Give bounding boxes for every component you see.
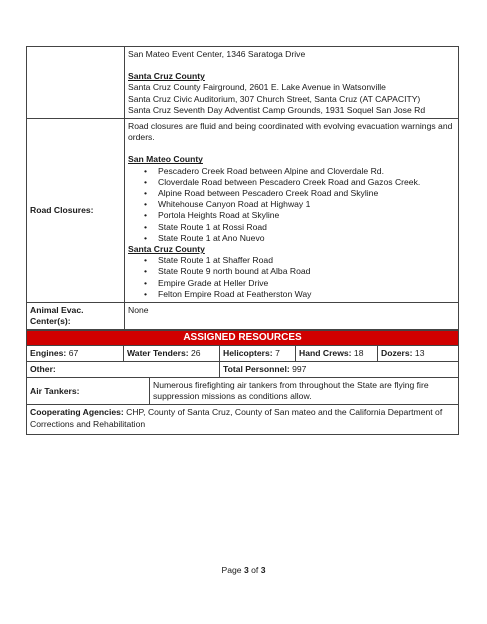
resource-counts-row: [27, 345, 459, 361]
assigned-resources-header-row: [27, 331, 459, 345]
animal-evac-label: Animal Evac. Center(s):: [27, 303, 125, 330]
engines-label: Engines:: [30, 347, 67, 358]
cooperating-agencies-label: Cooperating Agencies:: [30, 407, 124, 418]
hand-crews-label: Hand Crews:: [299, 347, 352, 358]
dozers-label: Dozers:: [381, 347, 413, 358]
water-tenders-label: Water Tenders:: [127, 347, 189, 358]
engines-cell: [27, 345, 124, 361]
evac-centers-cell: [125, 47, 459, 119]
santa-cruz-road-heading: Santa Cruz County: [128, 244, 205, 255]
road-closures-label: Road Closures:: [27, 119, 125, 303]
list-item: • State Route 1 at Shaffer Road: [158, 255, 455, 266]
list-item: • Alpine Road between Pescadero Creek Road and Skyline: [158, 188, 455, 199]
current-page-number: 3: [243, 565, 249, 575]
cooperating-agencies-text: CHP, County of Santa Cruz, County of San mateo and the California Department of Corrections and Rehabilitation: [30, 407, 443, 429]
road-closures-intro: Road closures are fluid and being coordinated with evolving evacuation warnings and orders.: [128, 121, 453, 143]
air-tankers-label: Air Tankers:: [27, 378, 150, 405]
list-item: • Cloverdale Road between Pescadero Creek Road and Gazos Creek.: [158, 177, 455, 188]
cooperating-agencies-cell: [27, 405, 459, 434]
cooperating-agencies-row: [27, 405, 459, 434]
animal-evac-row: [27, 303, 459, 330]
santa-cruz-evac-line: Santa Cruz County Fairground, 2601 E. Lake Avenue in Watsonville: [128, 82, 386, 93]
incident-report-page: [26, 46, 458, 435]
total-personnel-cell: [220, 361, 459, 377]
list-item: • Felton Empire Road at Featherston Way: [158, 289, 455, 300]
total-pages-number: 3: [260, 565, 266, 575]
list-item: • State Route 1 at Ano Nuevo: [158, 233, 455, 244]
of-word: of: [251, 565, 259, 575]
list-item: • Whitehouse Canyon Road at Highway 1: [158, 199, 455, 210]
evac-centers-label-cell: [27, 47, 125, 119]
assigned-resources-table: [26, 330, 459, 434]
evacuation-and-road-table: [26, 46, 459, 330]
road-closures-row: [27, 119, 459, 303]
list-item: • State Route 1 at Rossi Road: [158, 222, 455, 233]
page-word: Page: [221, 565, 242, 575]
san-mateo-evac-line: San Mateo Event Center, 1346 Saratoga Drive: [128, 49, 306, 59]
helicopters-cell: [220, 345, 296, 361]
helicopters-label: Helicopters:: [223, 347, 273, 358]
list-item: • State Route 9 north bound at Alba Road: [158, 266, 455, 277]
total-personnel-label: Total Personnel:: [223, 363, 290, 374]
water-tenders-cell: [124, 345, 220, 361]
san-mateo-road-heading: San Mateo County: [128, 154, 203, 165]
evac-centers-row: [27, 47, 459, 119]
air-tankers-row: [27, 378, 459, 405]
engines-value: 67: [68, 347, 79, 358]
page-footer: [0, 565, 487, 576]
santa-cruz-road-list: [128, 255, 455, 300]
list-item: • Pescadero Creek Road between Alpine and Cloverdale Rd.: [158, 166, 455, 177]
other-label: Other:: [27, 361, 220, 377]
air-tankers-text: Numerous firefighting air tankers from throughout the State are flying fire suppression missions as conditions allow.: [150, 378, 459, 405]
dozers-value: 13: [414, 347, 425, 358]
santa-cruz-evac-heading: Santa Cruz County: [128, 71, 205, 82]
animal-evac-value: None: [125, 303, 459, 330]
road-closures-cell: [125, 119, 459, 303]
assigned-resources-title: ASSIGNED RESOURCES: [27, 331, 459, 345]
helicopters-value: 7: [275, 347, 280, 358]
dozers-cell: [378, 345, 459, 361]
san-mateo-road-list: [128, 166, 455, 244]
santa-cruz-evac-line: Santa Cruz Seventh Day Adventist Camp Grounds, 1931 Soquel San Jose Rd: [128, 104, 426, 115]
list-item: • Portola Heights Road at Skyline: [158, 210, 455, 221]
list-item: • Empire Grade at Heller Drive: [158, 278, 455, 289]
santa-cruz-evac-line: Santa Cruz Civic Auditorium, 307 Church Street, Santa Cruz (AT CAPACITY): [128, 93, 421, 104]
total-personnel-value: 997: [292, 363, 307, 374]
hand-crews-cell: [296, 345, 378, 361]
water-tenders-value: 26: [191, 347, 201, 358]
other-personnel-row: [27, 361, 459, 377]
hand-crews-value: 18: [353, 347, 364, 358]
